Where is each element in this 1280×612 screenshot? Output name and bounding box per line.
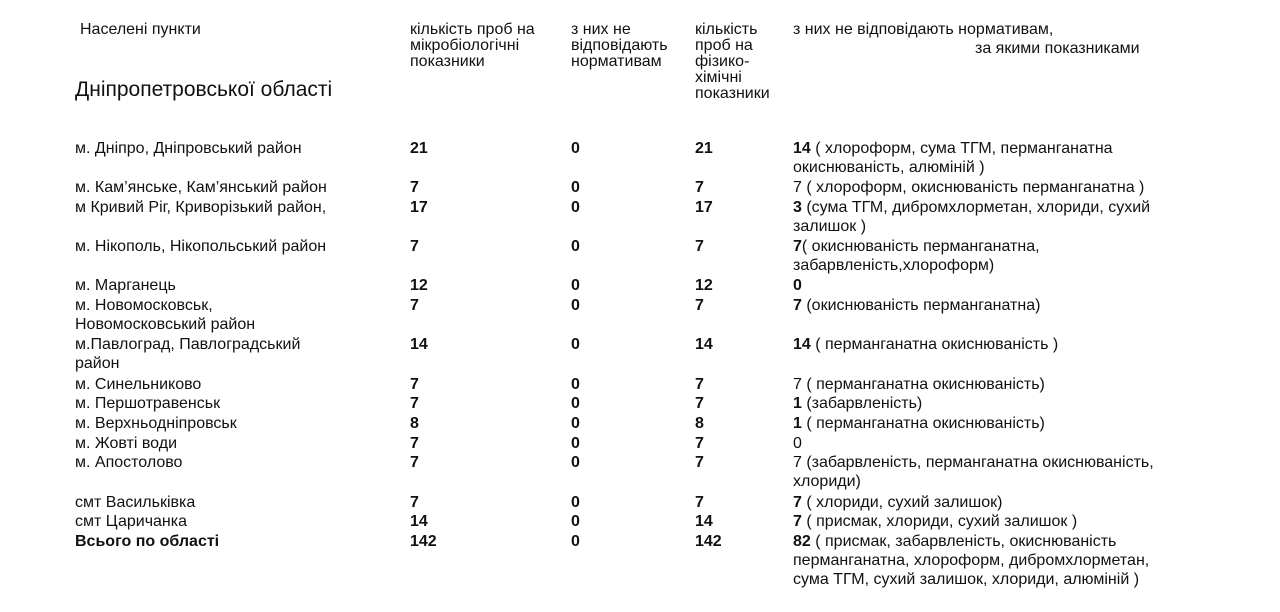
chem-fail-details [793,414,1263,433]
chem-fail-count: 7 [793,179,802,196]
chem-samples: 7 [695,395,704,412]
chem-samples: 8 [695,415,704,432]
micro-fail-count: 0 [571,336,580,353]
settlement-name: м. Кам’янське, Кам’янський район [75,179,327,196]
micro-fail-count: 0 [571,140,580,157]
chem-fail-details [793,198,1263,236]
chem-samples: 14 [695,336,713,353]
chem-fail-count: 7 [793,376,802,393]
micro-fail-count: 0 [571,179,580,196]
micro-fail-count: 0 [571,199,580,216]
chem-fail-indicators: (окиснюваність перманганатна) [801,297,1041,314]
micro-fail-count: 0 [571,238,580,255]
region-title: Дніпропетровської області [75,78,333,101]
chem-fail-count: 7 [793,494,802,511]
chem-fail-details [793,434,1263,453]
micro-samples: 7 [410,376,419,393]
chem-samples: 7 [695,454,704,471]
chem-fail-details [793,394,1263,413]
chem-fail-indicators: ( хлориди, сухий залишок) [801,494,1003,511]
settlement-name: м. Новомосковськ, Новомосковський район [75,297,256,333]
chem-fail-count: 82 [793,533,811,550]
micro-samples: 7 [410,395,419,412]
micro-samples: 8 [410,415,419,432]
micro-fail-count: 0 [571,395,580,412]
settlement-name: м. Жовті води [75,435,177,452]
settlement-name: м. Нікополь, Нікопольський район [75,238,327,255]
chem-fail-count: 7 [793,297,802,314]
micro-fail-count: 0 [571,415,580,432]
chem-fail-details [793,276,1263,295]
settlement-name: м. Першотравенськ [75,395,221,412]
chem-samples: 7 [695,238,704,255]
micro-samples: 7 [410,494,419,511]
chem-fail-details [793,296,1263,315]
chem-fail-indicators: ( перманганатна окиснюваність) [801,376,1045,393]
micro-fail-count: 0 [571,277,580,294]
settlement-name: м. Верхньодніпровськ [75,415,237,432]
header-micro-samples: кількість проб на мікробіологічні показники [410,21,535,70]
header-chem-fail-2: за якими показниками [975,40,1140,57]
micro-samples: 7 [410,435,419,452]
settlement-name: смт Царичанка [75,513,188,530]
settlement-name: м. Дніпро, Дніпровський район [75,140,302,157]
settlement-name: Всього по області [75,533,220,550]
micro-samples: 21 [410,140,428,157]
chem-samples: 7 [695,435,704,452]
chem-fail-details [793,139,1263,177]
chem-fail-indicators: ( окиснюваність перманганатна, забарвленість,хлороформ) [793,238,1040,274]
micro-fail-count: 0 [571,376,580,393]
micro-fail-count: 0 [571,297,580,314]
chem-fail-details [793,453,1263,491]
micro-fail-count: 0 [571,435,580,452]
chem-fail-details [793,237,1263,275]
chem-fail-count: 14 [793,140,811,157]
chem-samples: 7 [695,494,704,511]
chem-fail-details [793,178,1263,197]
chem-fail-indicators: ( хлороформ, окиснюваність перманганатна ) [801,179,1145,196]
chem-fail-indicators: ( перманганатна окиснюваність) [801,415,1045,432]
chem-fail-indicators: (забарвленість, перманганатна окиснюваність, хлориди) [793,454,1154,490]
micro-fail-count: 0 [571,513,580,530]
chem-fail-count: 7 [793,513,802,530]
header-chem-samples: кількість проб на фізико- хімічні показники [695,21,770,102]
chem-samples: 17 [695,199,713,216]
chem-fail-indicators: ( присмак, забарвленість, окиснюваність перманганатна, хлороформ, дибромхлорметан, сума ТГМ, сухий залишок, хлориди, алюміній ) [793,533,1150,588]
chem-samples: 142 [695,533,722,550]
chem-fail-indicators: ( присмак, хлориди, сухий залишок ) [801,513,1078,530]
chem-fail-indicators: (забарвленість) [801,395,923,412]
chem-fail-count: 14 [793,336,811,353]
settlement-name: м. Апостолово [75,454,183,471]
chem-fail-details [793,375,1263,394]
header-chem-fail-1: з них не відповідають нормативам, [793,21,1054,38]
chem-fail-count: 3 [793,199,802,216]
chem-fail-indicators: (сума ТГМ, дибромхлорметан, хлориди, сухий залишок ) [793,199,1151,235]
chem-fail-count: 0 [793,435,802,452]
chem-fail-details [793,335,1263,354]
micro-fail-count: 0 [571,454,580,471]
chem-fail-indicators: ( хлороформ, сума ТГМ, перманганатна окиснюваність, алюміній ) [793,140,1113,176]
chem-fail-details [793,532,1263,589]
settlement-name: м. Синельниково [75,376,202,393]
micro-fail-count: 0 [571,533,580,550]
settlement-name: смт Васильківка [75,494,196,511]
chem-samples: 14 [695,513,713,530]
settlement-name: м Кривий Ріг, Криворізький район, [75,199,327,216]
micro-samples: 142 [410,533,437,550]
chem-samples: 12 [695,277,713,294]
chem-fail-count: 7 [793,238,802,255]
chem-fail-count: 1 [793,395,802,412]
micro-samples: 7 [410,297,419,314]
chem-fail-indicators: ( перманганатна окиснюваність ) [810,336,1059,353]
chem-fail-details [793,512,1263,531]
chem-fail-count: 0 [793,277,802,294]
micro-samples: 17 [410,199,428,216]
settlement-name: м.Павлоград, Павлоградський район [75,336,301,372]
chem-fail-details [793,493,1263,512]
micro-samples: 12 [410,277,428,294]
micro-fail-count: 0 [571,494,580,511]
micro-samples: 14 [410,513,428,530]
micro-samples: 7 [410,179,419,196]
header-micro-fail: з них не відповідають нормативам [571,21,668,70]
chem-fail-count: 7 [793,454,802,471]
micro-samples: 7 [410,454,419,471]
micro-samples: 14 [410,336,428,353]
settlement-name: м. Марганець [75,277,176,294]
chem-samples: 21 [695,140,713,157]
chem-samples: 7 [695,179,704,196]
chem-samples: 7 [695,376,704,393]
header-settlements: Населені пункти [80,21,201,38]
chem-samples: 7 [695,297,704,314]
micro-samples: 7 [410,238,419,255]
chem-fail-count: 1 [793,415,802,432]
